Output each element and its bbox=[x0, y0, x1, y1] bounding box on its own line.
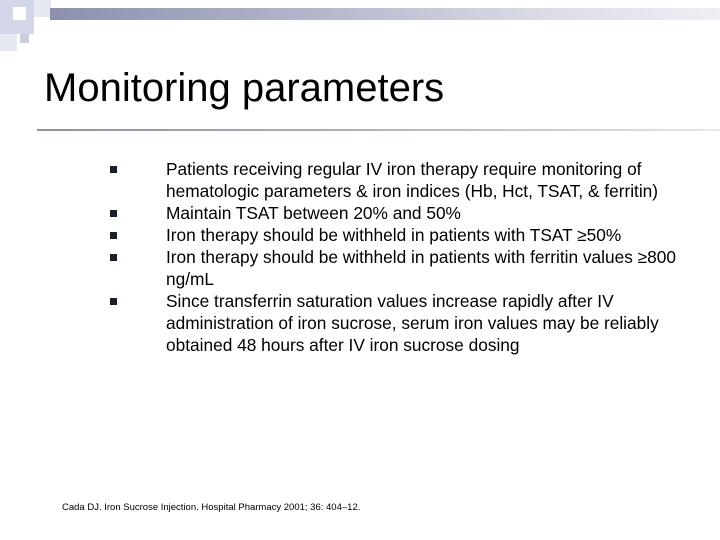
square-bullet-icon bbox=[110, 232, 117, 239]
title-divider bbox=[37, 129, 720, 131]
top-gradient-bar bbox=[50, 8, 720, 20]
bullet-item bbox=[110, 290, 690, 356]
bullet-item bbox=[110, 224, 690, 246]
bullet-text: Patients receiving regular IV iron therapy require monitoring of hematologic parameters & iron indices (Hb, Hct, TSAT, & ferritin) bbox=[166, 159, 659, 201]
bullet-item bbox=[110, 202, 690, 224]
square-bullet-icon bbox=[110, 254, 117, 261]
bullet-item bbox=[110, 246, 690, 290]
decor-square bbox=[20, 34, 29, 43]
square-bullet-icon bbox=[110, 166, 117, 173]
decor-square bbox=[13, 7, 26, 20]
bullet-text: Iron therapy should be withheld in patients with TSAT ≥50% bbox=[166, 225, 622, 245]
citation: Cada DJ. Iron Sucrose Injection. Hospital Pharmacy 2001; 36: 404–12. bbox=[62, 502, 361, 513]
bullet-list bbox=[110, 158, 690, 356]
decor-square bbox=[34, 0, 51, 17]
square-bullet-icon bbox=[110, 298, 117, 305]
bullet-text: Iron therapy should be withheld in patients with ferritin values ≥800 ng/mL bbox=[166, 247, 676, 289]
bullet-text: Since transferrin saturation values increase rapidly after IV administration of iron sucrose, serum iron values may be reliably obtained 48 hours after IV iron sucrose dosing bbox=[166, 291, 659, 355]
bullet-item bbox=[110, 158, 690, 202]
slide-title: Monitoring parameters bbox=[44, 66, 445, 110]
square-bullet-icon bbox=[110, 210, 117, 217]
bullet-text: Maintain TSAT between 20% and 50% bbox=[166, 203, 461, 223]
decor-square bbox=[0, 34, 17, 51]
